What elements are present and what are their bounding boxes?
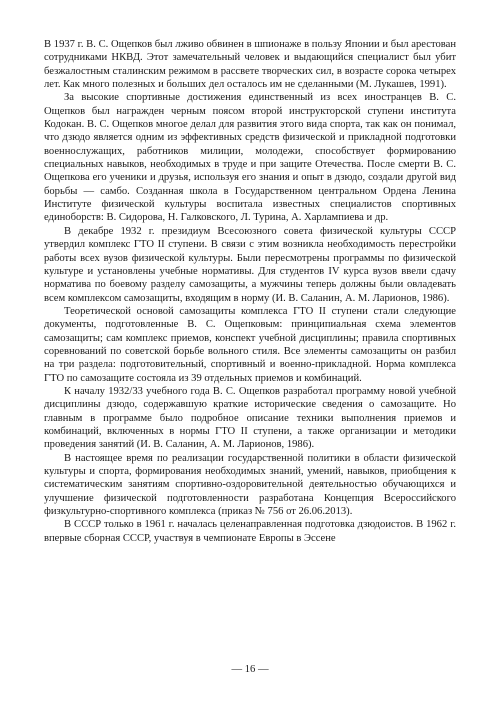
paragraph-2: За высокие спортивные достижения единственный из всех иностранцев В. С. Ощепков был награжден черным поясом второй инструкторской ступени института Кодокан. В. С. Ощепков многое делал для развития этого вида спорта, так как он понимал, что дзюдо является одним из эффективных средств физической и прикладной подготовки военнослужащих, работников милиции, молодежи, способствует формированию специальных навыков, необходимых в труде и при защите Отечества. После смерти В. С. Ощепкова его ученики и друзья, используя его знания и опыт в дзюдо, создали другой вид борьбы — самбо. Созданная школа в Государственном центральном Ордена Ленина Институте физической культуры воспитала известных специалистов спортивных единоборств: В. Сидорова, Н. Галковского, Л. Турина, А. Харлампиева и др. bbox=[44, 92, 456, 224]
body-text bbox=[44, 38, 456, 545]
paragraph-4: Теоретической основой самозащиты комплекса ГТО II ступени стали следующие документы, подготовленные В. С. Ощепковым: принципиальная схема элементов самозащиты; сам комплекс приемов, конспект учебной дисциплины; правила спортивных соревнований по советской борьбе вольного стиля. Все элементы самозащиты он разбил на три раздела: подготовительный, спортивный и военно-прикладной. Норма комплекса ГТО по самозащите состояла из 39 отдельных приемов и комбинаций. bbox=[44, 305, 456, 384]
paragraph-6: В настоящее время по реализации государственной политики в области физической культуры и спорта, формирования необходимых знаний, умений, навыков, приобщения к систематическим занятиям спортивно-оздоровительной деятельностью обучающихся и улучшение физической подготовленности разработана Концепция Всероссийского физкультурно-спортивного комплекса (приказ № 756 от 26.06.2013). bbox=[44, 452, 456, 518]
paragraph-1: В 1937 г. В. С. Ощепков был лживо обвинен в шпионаже в пользу Японии и был арестован сотрудниками НКВД. Этот замечательный человек и выдающийся специалист был убит безжалостным сталинским режимом в рассвете творческих сил, в возрасте сорока четырех лет. Как много полезных и больших дел осталось им не сделанными (М. Лукашев, 1991). bbox=[44, 39, 456, 91]
paragraph-5: К началу 1932/33 учебного года В. С. Ощепков разработал программу новой учебной дисциплины дзюдо, содержавшую краткие исторические сведения о самозащите. Но главным в программе было подробное описание техники выполнения приемов и комбинаций, включенных в нормы ГТО II ступени, а также организации и методики проведения занятий (И. В. Саланин, А. М. Ларионов, 1986). bbox=[44, 385, 456, 451]
paragraph-3: В декабре 1932 г. президиум Всесоюзного совета физической культуры СССР утвердил комплекс ГТО II ступени. В связи с этим возникла необходимость перестройки работы всех вузов физической культуры. Были пересмотрены программы по физической культуре и установлены учебные нормативы. Для студентов IV курса вузов ввели сдачу норматива по боевому разделу самозащиты, а мужчины теперь должны были овладевать всем комплексом самозащиты, входящим в норму (И. В. Саланин, А. М. Ларионов, 1986). bbox=[44, 225, 456, 304]
paragraph-7: В СССР только в 1961 г. началась целенаправленная подготовка дзюдоистов. В 1962 г. впервые сборная СССР, участвуя в чемпионате Европы в Эссене bbox=[44, 519, 456, 544]
page-number: — 16 — bbox=[231, 664, 269, 675]
